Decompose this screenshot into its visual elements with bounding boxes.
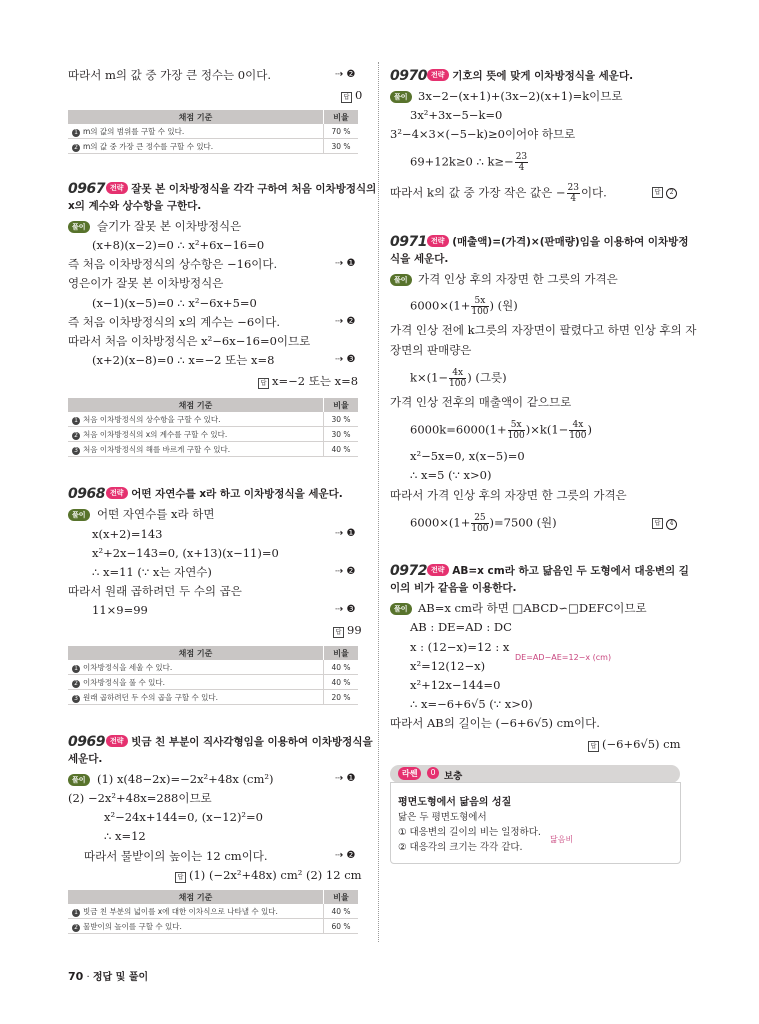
solution-line: ∴ x=−6+6√5 (∵ x>0): [410, 697, 533, 711]
answer-icon: 답: [652, 187, 663, 198]
table-row: 2 이차방정식을 풀 수 있다. 40 %: [68, 675, 358, 690]
solution-line: x(x+2)=143: [92, 527, 163, 541]
solution-line: (1) x(48−2x)=−2x²+48x (cm²): [97, 772, 274, 786]
solution-tag: 풀이: [390, 91, 412, 103]
table-row: 2 m의 값 중 가장 큰 정수를 구할 수 있다. 30 %: [68, 139, 358, 154]
answer-icon: 답: [588, 741, 599, 752]
step-marker: ⇢ ❶: [335, 773, 356, 784]
rubric-header-criteria: 채점 기준: [68, 110, 324, 124]
table-row: 1 처음 이차방정식의 상수항을 구할 수 있다. 30 %: [68, 412, 358, 427]
solution-line: AB=x cm라 하면 □ABCD∽□DEFC이므로: [418, 601, 647, 615]
solution-line: (2) −2x²+48x=288이므로: [68, 791, 212, 805]
solution-line: (x−1)(x−5)=0 ∴ x²−6x+5=0: [92, 296, 257, 310]
table-row: 2 처음 이차방정식의 x의 계수를 구할 수 있다. 30 %: [68, 427, 358, 442]
answer-0967: 답 x=−2 또는 x=8: [258, 373, 358, 389]
solution-line: 즉 처음 이차방정식의 상수항은 −16이다.: [68, 257, 278, 271]
tip-badge-number: 0: [427, 767, 439, 779]
step-marker: ⇢ ❸: [335, 604, 356, 615]
problem-number-0970: 0970: [390, 68, 427, 84]
solution-line: x²−5x=0, x(x−5)=0: [410, 449, 525, 463]
step-marker: ⇢ ❸: [335, 354, 356, 365]
strategy-0969: 전략 빗금 친 부분이 직사각형임을 이용하여 이차방정식을: [106, 734, 373, 749]
rubric-table-0967: 채점 기준 비율 1 처음 이차방정식의 상수항을 구할 수 있다. 30 % 2 처음 이차방정식의 x의 계수를 구할 수 있다. 30 % 3 처음 이차방정식의 해를 바르게 구할 수 있다. 40 %: [68, 398, 358, 457]
problem-number-0967: 0967: [68, 181, 105, 197]
solution-line: (x+2)(x−8)=0 ∴ x=−2 또는 x=8: [92, 353, 275, 367]
solution-line: ∴ x=11 (∵ x는 자연수): [92, 565, 212, 579]
strategy-0967: 전략 잘못 본 이차방정식을 각각 구하여 처음 이차방정식의: [106, 181, 376, 196]
answer-0968: 답 99: [333, 623, 362, 638]
problem-number-0971: 0971: [390, 234, 427, 250]
solution-tag: 풀이: [390, 274, 412, 286]
answer-icon: 답: [652, 518, 663, 529]
problem-number-0969: 0969: [68, 734, 105, 750]
answer-icon: 답: [175, 872, 186, 883]
solution-line: 6000×(1+ $\frac{5x}{100}$ ) (원): [410, 296, 518, 317]
strategy-0970: 전략 기호의 뜻에 맞게 이차방정식을 세운다.: [427, 68, 633, 83]
solution-line: x²+12x−144=0: [410, 678, 501, 692]
table-row: 1 빗금 친 부분의 넓이를 x에 대한 이차식으로 나타낼 수 있다. 40 %: [68, 904, 358, 919]
solution-line: x²−24x+144=0, (x−12)²=0: [104, 810, 263, 824]
table-row: 2 물받이의 높이를 구할 수 있다. 60 %: [68, 919, 358, 934]
solution-line: 6000×(1+ $\frac{25}{100}$ )=7500 (원): [410, 513, 557, 534]
answer-icon: 답: [333, 627, 344, 638]
solution-tag: 풀이: [68, 221, 90, 233]
page-number: 70: [68, 970, 84, 983]
page-footer: 70 · 정답 및 풀이: [68, 970, 149, 983]
solution-line: x²=12(12−x): [410, 659, 486, 673]
step-marker: ⇢ ❷: [335, 850, 356, 861]
step-marker: ⇢ ❶: [335, 258, 356, 269]
step-marker: ⇢ ❷: [335, 566, 356, 577]
solution-line: 따라서 물받이의 높이는 12 cm이다.: [84, 849, 268, 863]
answer-text: 0: [355, 88, 363, 102]
answer-0969: 답 (1) (−2x²+48x) cm² (2) 12 cm: [175, 868, 362, 883]
strategy-0971: 전략 (매출액)=(가격)×(판매량)임을 이용하여 이차방정: [427, 234, 688, 249]
tip-note: 닮음비: [550, 835, 574, 844]
tip-line: ① 대응변의 길이의 비는 일정하다.: [398, 827, 541, 838]
solution-line: 따라서 원래 곱하려던 두 수의 곱은: [68, 584, 242, 598]
strategy-0967-cont: x의 계수와 상수항을 구한다.: [68, 200, 202, 212]
solution-line: 영은이가 잘못 본 이차방정식은: [68, 276, 224, 290]
solution-line: 3x²+3x−5−k=0: [410, 108, 503, 122]
solution-line: 어떤 자연수를 x라 하면: [97, 507, 215, 521]
strategy-0971-cont: 식을 세운다.: [390, 253, 449, 265]
table-row: 1 m의 값의 범위를 구할 수 있다. 70 %: [68, 124, 358, 139]
solution-line: 가격 인상 전후의 매출액이 같으므로: [390, 395, 572, 409]
strategy-0972-cont: 이의 비가 같음을 이용한다.: [390, 582, 517, 594]
solution-line: 11×9=99: [92, 603, 148, 617]
strategy-0972: 전략 AB=x cm라 하고 닮음인 두 도형에서 대응변의 길: [427, 563, 689, 578]
top-line: 따라서 m의 값 중 가장 큰 정수는 0이다.: [68, 68, 271, 82]
solution-line: 가격 인상 전에 k그릇의 자장면이 팔렸다고 하면 인상 후의 자: [390, 323, 697, 337]
solution-line: 따라서 AB의 길이는 (−6+6√5) cm이다.: [390, 716, 600, 730]
column-divider: [378, 62, 379, 942]
solution-line: 따라서 처음 이차방정식은 x²−6x−16=0이므로: [68, 334, 311, 348]
side-note: DE=AD−AE=12−x (cm): [515, 653, 612, 662]
table-row: 3 처음 이차방정식의 해를 바르게 구할 수 있다. 40 %: [68, 442, 358, 457]
solution-line: k×(1− $\frac{4x}{100}$ ) (그릇): [410, 368, 507, 389]
solution-line: 따라서 가격 인상 후의 자장면 한 그릇의 가격은: [390, 488, 627, 502]
solution-line: ∴ x=12: [104, 829, 146, 843]
solution-line: x : (12−x)=12 : x: [410, 640, 510, 654]
solution-line: 즉 처음 이차방정식의 x의 계수는 −6이다.: [68, 315, 281, 329]
tip-line: 닮은 두 평면도형에서: [398, 812, 487, 823]
solution-line: 69+12k≥0 ∴ k≥− $\frac{23}{4}$: [410, 152, 528, 173]
rubric-table-0966: [68, 110, 358, 154]
tip-badge: 라쎈: [398, 767, 421, 780]
solution-line: 따라서 k의 값 중 가장 작은 값은 − $\frac{23}{4}$ 이다.: [390, 183, 607, 204]
step-marker: ⇢ ❷: [335, 69, 356, 80]
solution-line: ∴ x=5 (∵ x>0): [410, 468, 492, 482]
solution-tag: 풀이: [390, 603, 412, 615]
step-marker: ⇢ ❷: [335, 316, 356, 327]
table-row: 3 원래 곱하려던 두 수의 곱을 구할 수 있다. 20 %: [68, 690, 358, 705]
problem-number-0972: 0972: [390, 563, 427, 579]
answer-0971: 답 4: [652, 514, 680, 530]
solution-line: AB : DE=AD : DC: [410, 620, 512, 634]
solution-line: (x+8)(x−2)=0 ∴ x²+6x−16=0: [92, 238, 265, 252]
strategy-0969-cont: 세운다.: [68, 753, 103, 765]
step-marker: ⇢ ❶: [335, 528, 356, 539]
tip-label: 보충: [444, 771, 463, 782]
strategy-0968: 전략 어떤 자연수를 x라 하고 이차방정식을 세운다.: [106, 486, 343, 501]
answer-0972: 답 (−6+6√5) cm: [588, 737, 681, 752]
answer-icon: 답: [258, 378, 269, 389]
answer-icon: 답: [341, 92, 352, 103]
solution-tag: 풀이: [68, 509, 90, 521]
solution-line: 3x−2−(x+1)+(3x−2)(x+1)=k이므로: [418, 89, 623, 103]
solution-tag: 풀이: [68, 774, 90, 786]
solution-line: 슬기가 잘못 본 이차방정식은: [97, 219, 242, 233]
rubric-table-0969: 채점 기준 비율 1 빗금 친 부분의 넓이를 x에 대한 이차식으로 나타낼 수 있다. 40 % 2 물받이의 높이를 구할 수 있다. 60 %: [68, 890, 358, 934]
rubric-header-ratio: 비율: [324, 110, 359, 124]
answer-0966: [341, 88, 362, 103]
table-row: 1 이차방정식을 세울 수 있다. 40 %: [68, 660, 358, 675]
answer-0970: 답 2: [652, 183, 680, 199]
tip-line: ② 대응각의 크기는 각각 같다.: [398, 842, 523, 853]
solution-line: x²+2x−143=0, (x+13)(x−11)=0: [92, 546, 279, 560]
solution-line: 3²−4×3×(−5−k)≥0이어야 하므로: [390, 127, 576, 141]
rubric-table-0968: 채점 기준 비율 1 이차방정식을 세울 수 있다. 40 % 2 이차방정식을 풀 수 있다. 40 % 3 원래 곱하려던 두 수의 곱을 구할 수 있다. 20 %: [68, 646, 358, 705]
solution-line: 6000k=6000(1+ $\frac{5x}{100}$ )×k(1− $\frac{4x}{100}$ ): [410, 420, 592, 441]
footer-label: 정답 및 풀이: [92, 972, 149, 983]
tip-title: 평면도형에서 닮음의 성질: [398, 797, 512, 808]
solution-line: 가격 인상 후의 자장면 한 그릇의 가격은: [418, 272, 618, 286]
strategy-tag: 전략: [106, 182, 128, 194]
problem-number-0968: 0968: [68, 486, 105, 502]
solution-line: 장면의 판매량은: [390, 343, 472, 357]
